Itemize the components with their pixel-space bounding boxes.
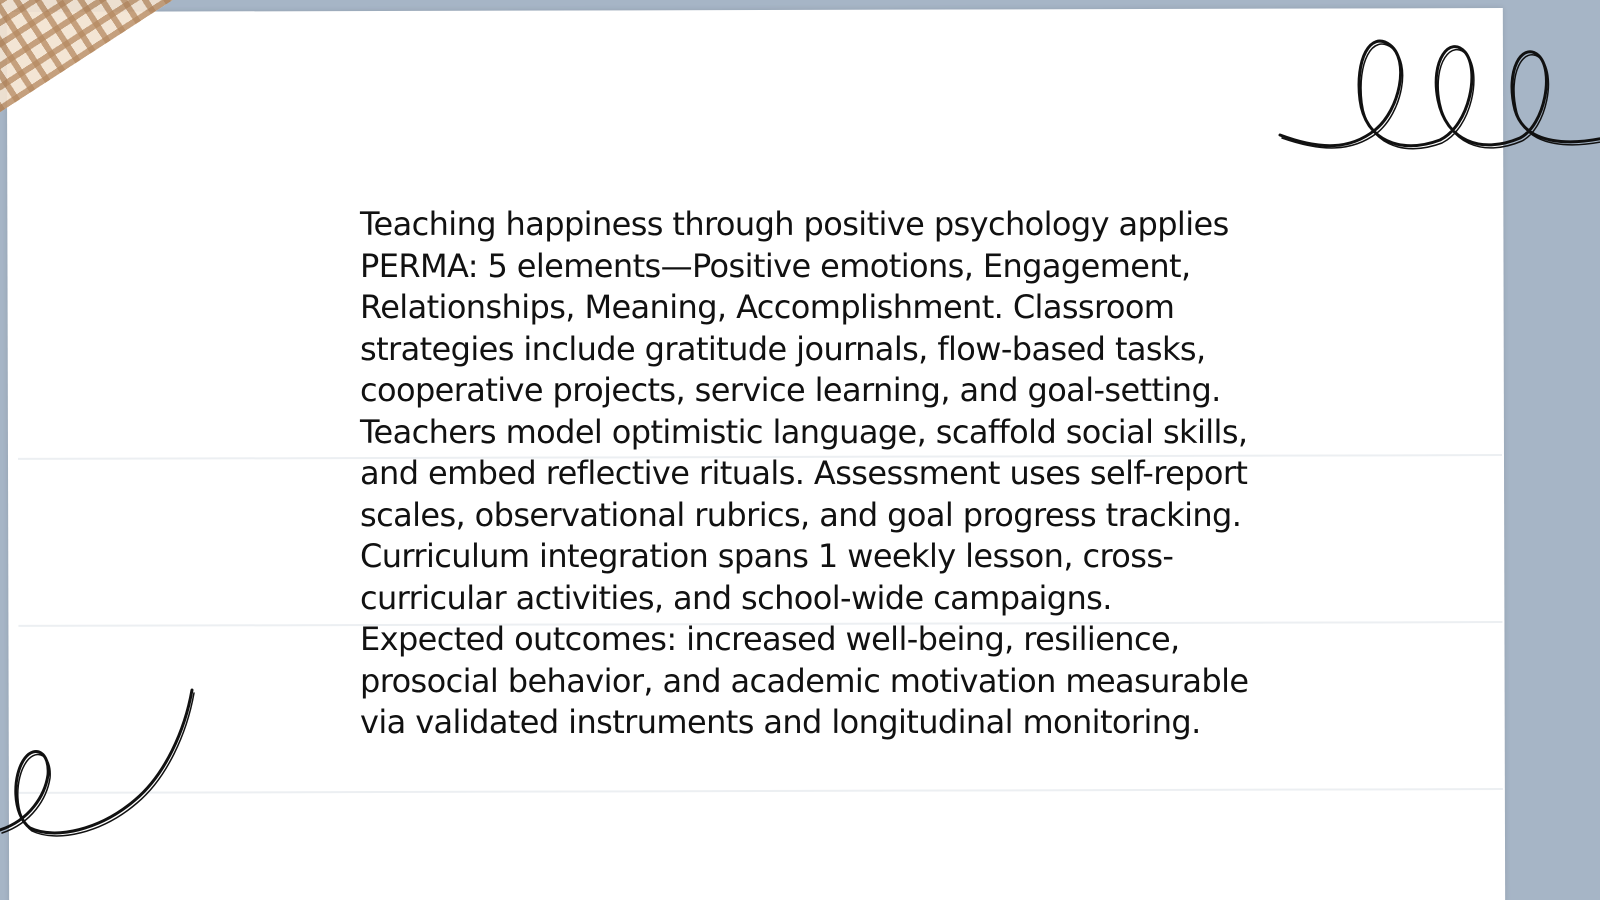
ruled-line [19,788,1503,794]
loop-scribble-icon [1290,30,1600,170]
swirl-scribble-icon [0,690,210,860]
slide-body-text: Teaching happiness through positive psychology applies PERMA: 5 elements—Positive emotions, Engagement, Relationships, Meaning, Accomplishment. Classroom strategies include gratitude journals, flow-based tasks, cooperative projects, service learning, and goal-setting. Teachers model optimistic language, scaffold social skills, and embed reflective rituals. Assessment uses self-report scales, observational rubrics, and goal progress tracking. Curriculum integration spans 1 weekly lesson, cross-curricular activities, and school-wide campaigns. Expected outcomes: increased well-being, resilience, prosocial behavior, and academic motivation measurable via validated instruments and longitudinal monitoring. [360,205,1249,741]
